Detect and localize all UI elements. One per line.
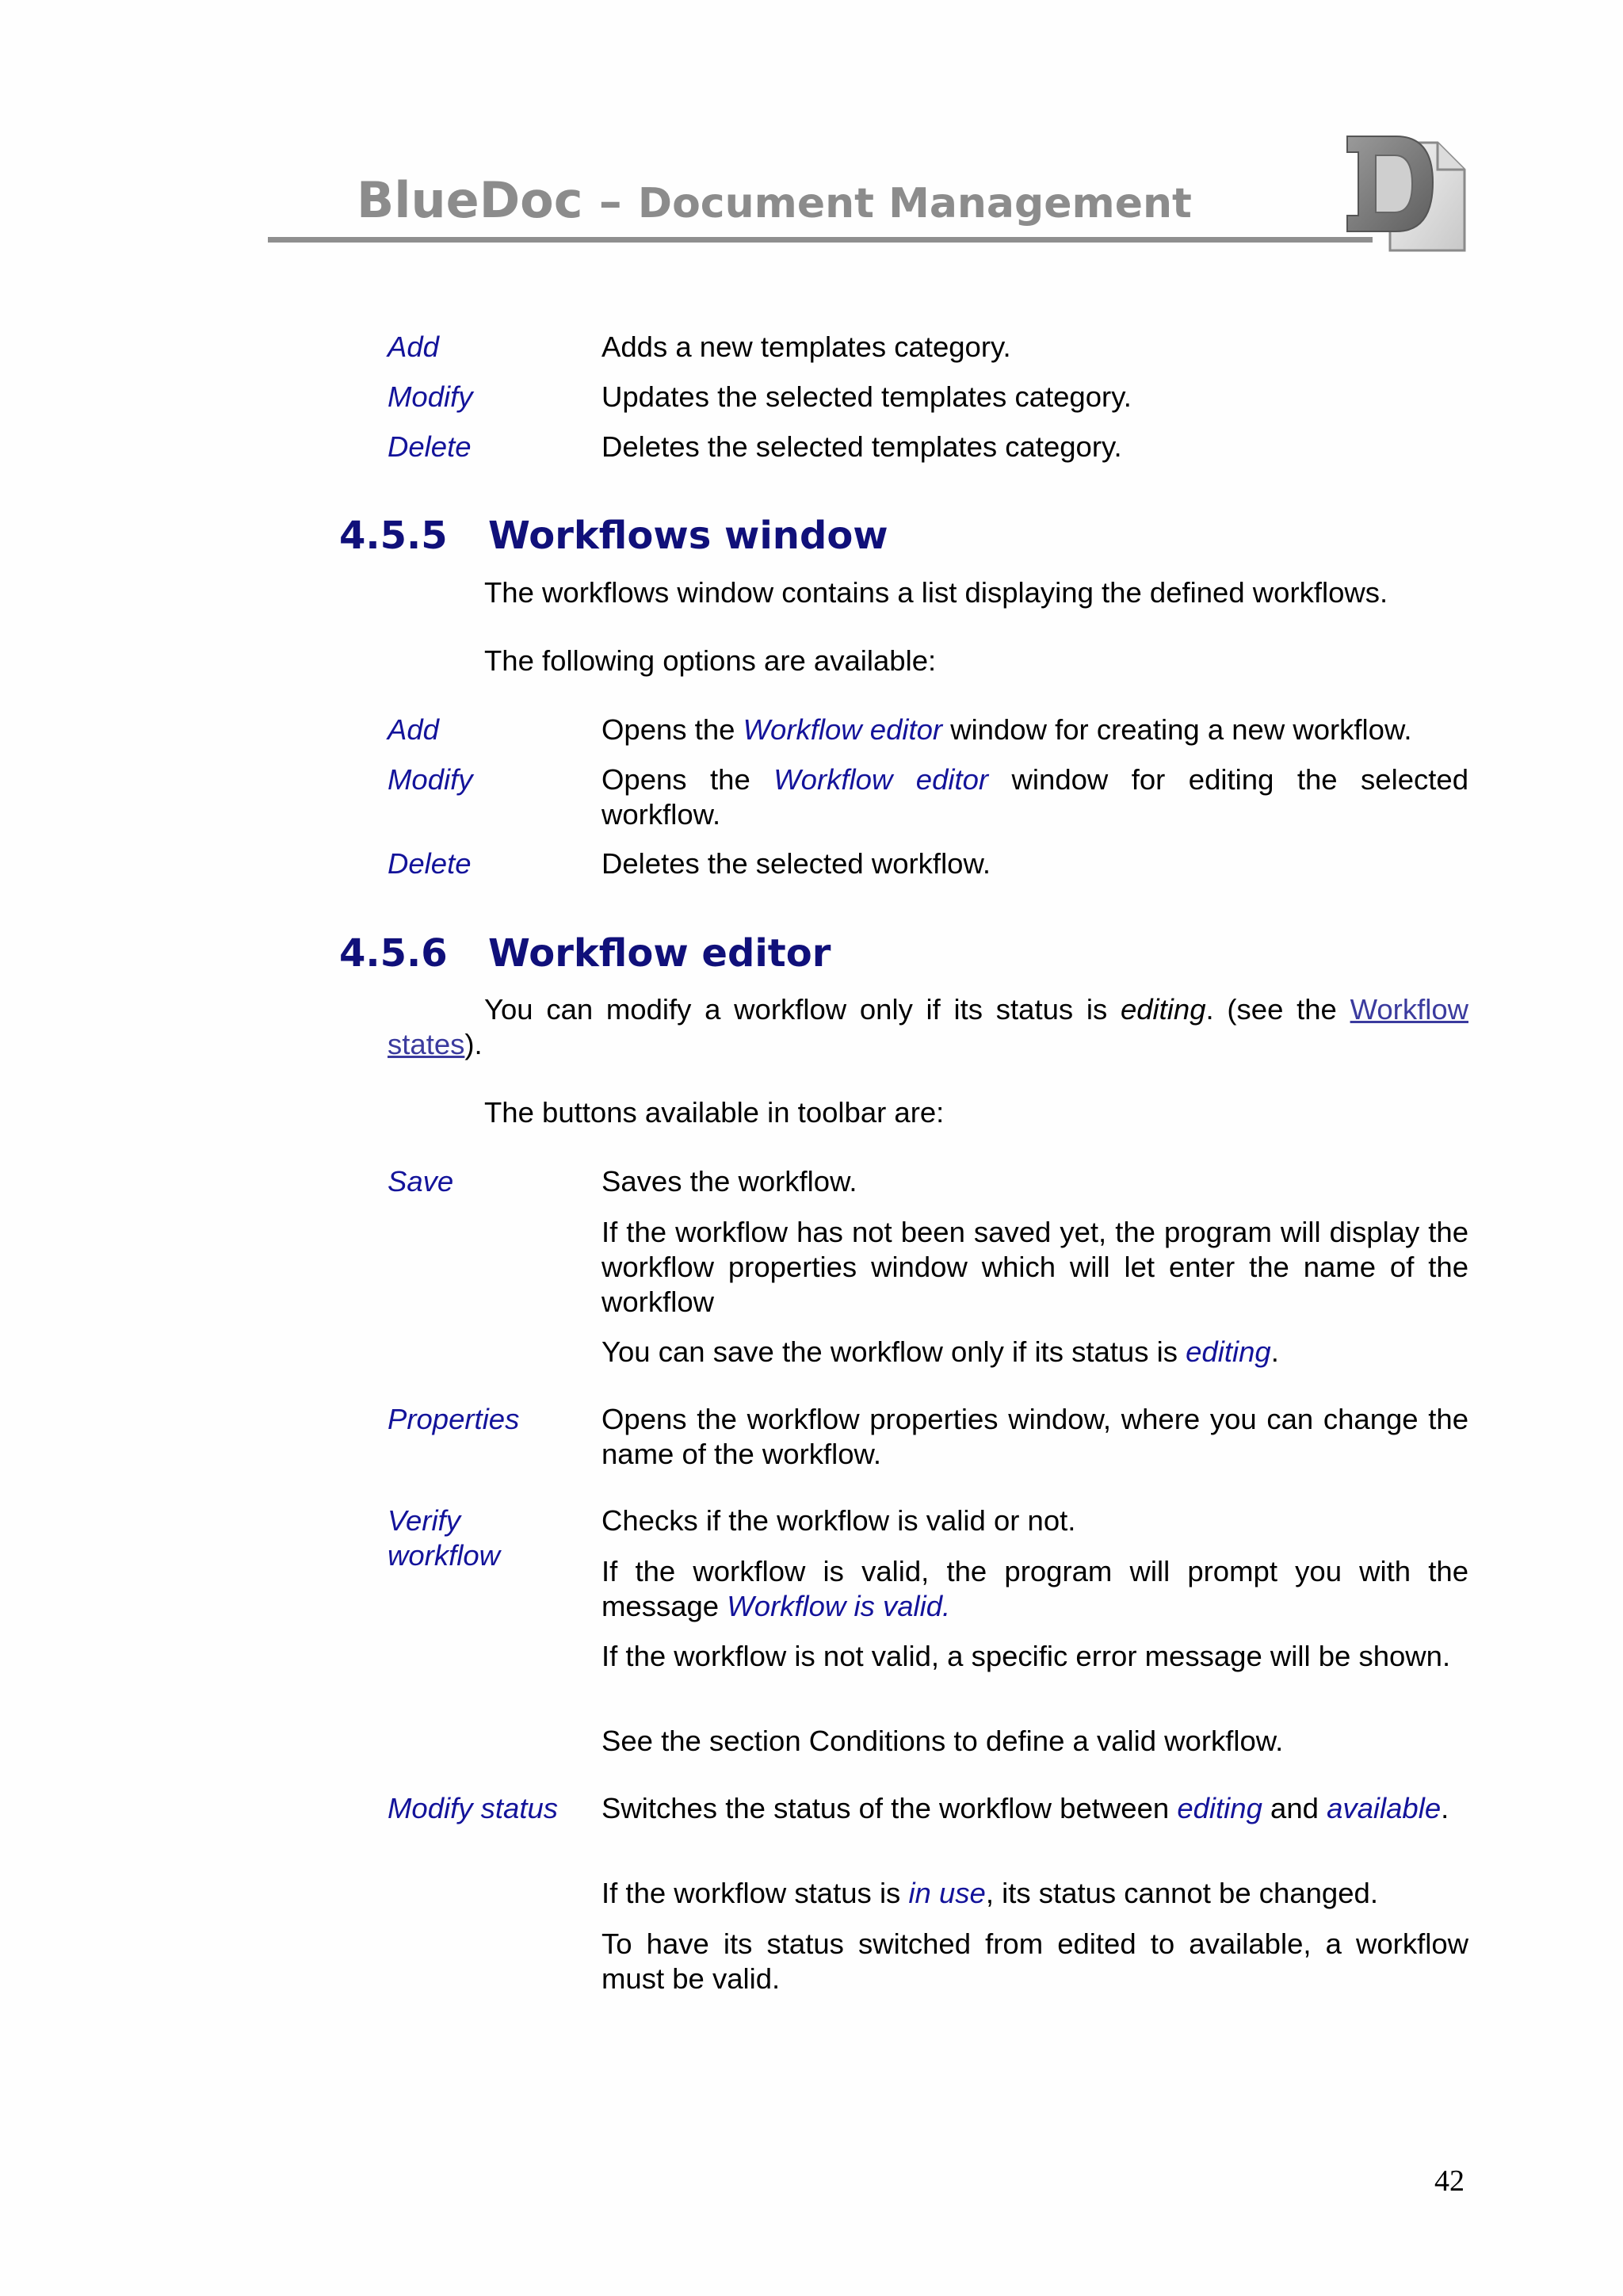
term-modify-status: Modify status	[388, 1792, 559, 1824]
workflow-editor-ref: Workflow editor	[773, 763, 989, 796]
term-delete-category: Delete	[388, 430, 472, 463]
desc-verify-4: See the section Conditions to define a valid workflow.	[601, 1725, 1284, 1757]
desc-delete-category: Deletes the selected templates category.	[601, 430, 1122, 463]
desc-save-3: You can save the workflow only if its status is editing.	[601, 1335, 1279, 1368]
workflow-states-link[interactable]: Workflow states	[388, 993, 1468, 1060]
desc-status-3: To have its status switched from edited to available, a workflow must be valid.	[601, 1927, 1468, 1995]
term-add-workflow: Add	[388, 713, 439, 746]
page-number: 42	[1434, 2164, 1465, 2198]
desc-verify-1: Checks if the workflow is valid or not.	[601, 1504, 1076, 1537]
header-title-dash: –	[582, 174, 638, 228]
header-title-main: BlueDoc	[357, 171, 583, 229]
desc-verify-3: If the workflow is not valid, a specific error message will be shown.	[601, 1640, 1451, 1672]
term-modify-workflow: Modify	[388, 763, 473, 796]
workflows-window-lead: The following options are available:	[484, 644, 937, 677]
page-header-title	[357, 171, 1192, 229]
desc-delete-workflow: Deletes the selected workflow.	[601, 847, 991, 880]
section-number: 4.5.5	[339, 514, 448, 558]
desc-modify-workflow: Opens the Workflow editor window for editing the selected workflow.	[601, 763, 1468, 831]
desc-modify-category: Updates the selected templates category.	[601, 380, 1132, 413]
desc-properties: Opens the workflow properties window, where you can change the name of the workflow.	[601, 1403, 1468, 1470]
workflows-window-intro: The workflows window contains a list displaying the defined workflows.	[484, 576, 1388, 609]
workflow-editor-ref: Workflow editor	[743, 713, 943, 746]
section-heading-workflow-editor	[339, 931, 831, 976]
header-title-sub: Document Management	[637, 180, 1192, 227]
desc-add-workflow: Opens the Workflow editor window for creating a new workflow.	[601, 713, 1412, 746]
desc-status-1: Switches the status of the workflow between editing and available.	[601, 1792, 1449, 1824]
term-verify-workflow: Verify workflow	[388, 1504, 500, 1572]
term-delete-workflow: Delete	[388, 847, 472, 880]
section-title: Workflows window	[488, 514, 888, 558]
section-title: Workflow editor	[488, 931, 831, 976]
desc-verify-2: If the workflow is valid, the program will prompt you with the message Workflow is valid.	[601, 1555, 1468, 1622]
section-number: 4.5.6	[339, 931, 448, 976]
term-properties: Properties	[388, 1403, 520, 1435]
term-add-category: Add	[388, 330, 439, 363]
bluedoc-logo-icon	[1344, 133, 1468, 254]
workflow-editor-intro: You can modify a workflow only if its status is editing. (see the Workflow states).	[388, 993, 1468, 1060]
term-modify-category: Modify	[388, 380, 473, 413]
workflow-editor-lead: The buttons available in toolbar are:	[484, 1096, 945, 1129]
desc-add-category: Adds a new templates category.	[601, 330, 1011, 363]
section-heading-workflows-window	[339, 514, 888, 558]
desc-save-2: If the workflow has not been saved yet, the program will display the workflow properties window which will let enter the name of the workflow	[601, 1216, 1468, 1318]
term-save: Save	[388, 1165, 454, 1198]
header-divider	[268, 237, 1373, 243]
desc-status-2: If the workflow status is in use, its status cannot be changed.	[601, 1877, 1378, 1909]
desc-save-1: Saves the workflow.	[601, 1165, 857, 1198]
